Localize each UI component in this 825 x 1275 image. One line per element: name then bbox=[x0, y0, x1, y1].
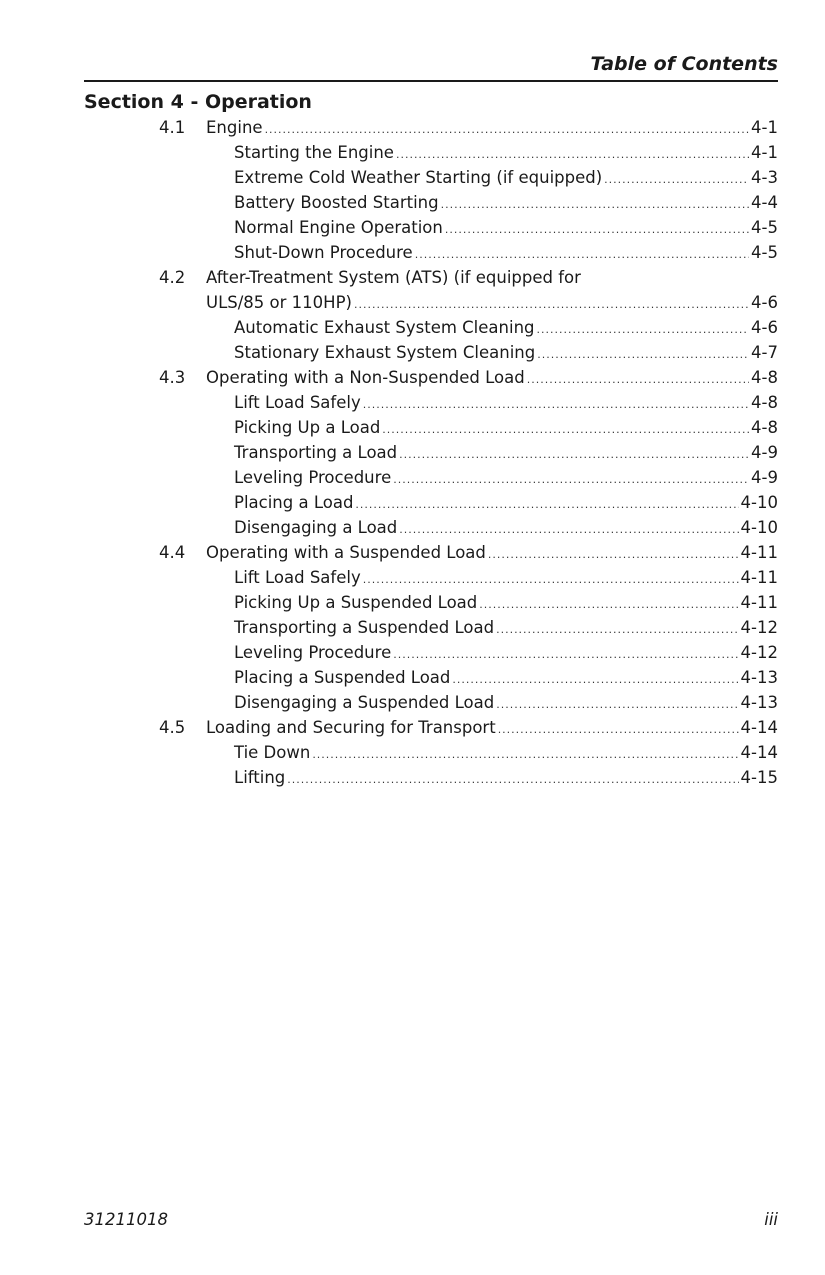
toc-dot-leader bbox=[399, 442, 749, 467]
toc-entry[interactable] bbox=[0, 715, 825, 740]
toc-entry[interactable] bbox=[0, 740, 825, 765]
toc-entry-line bbox=[234, 315, 778, 342]
toc-entry-title: Automatic Exhaust System Cleaning bbox=[234, 318, 535, 337]
toc-entry-number: 4.4 bbox=[159, 543, 186, 562]
toc-entry[interactable] bbox=[0, 290, 825, 315]
toc-entry-title: Normal Engine Operation bbox=[234, 218, 443, 237]
toc-entry-line bbox=[234, 215, 778, 242]
toc-dot-leader bbox=[312, 742, 738, 767]
page-number: iii bbox=[764, 1210, 778, 1229]
toc-entry-title: Operating with a Non-Suspended Load bbox=[206, 368, 525, 387]
toc-entry-title: Disengaging a Load bbox=[234, 518, 398, 537]
toc-entry-title: Placing a Suspended Load bbox=[234, 668, 451, 687]
toc-entry-line bbox=[234, 640, 778, 667]
toc-dot-leader bbox=[363, 567, 739, 592]
toc-entry-line bbox=[234, 140, 778, 167]
toc-entry-line bbox=[206, 265, 581, 290]
toc-entry-line bbox=[206, 540, 778, 567]
toc-entry-line bbox=[234, 190, 778, 217]
toc-entry-page: 4-6 bbox=[751, 318, 778, 337]
toc-entry-title: Leveling Procedure bbox=[234, 468, 392, 487]
toc-entry-title: ULS/85 or 110HP) bbox=[206, 293, 352, 312]
toc-entry-title: Starting the Engine bbox=[234, 143, 394, 162]
toc-dot-leader bbox=[382, 417, 749, 442]
toc-entry[interactable] bbox=[0, 215, 825, 240]
document-number: 31211018 bbox=[84, 1210, 168, 1229]
toc-entry-page: 4-12 bbox=[740, 643, 778, 662]
toc-dot-leader bbox=[445, 217, 749, 242]
toc-dot-leader bbox=[527, 367, 749, 392]
toc-entry-line bbox=[234, 615, 778, 642]
toc-entry[interactable] bbox=[0, 665, 825, 690]
toc-entry-number: 4.1 bbox=[159, 118, 186, 137]
toc-entry-title: Picking Up a Load bbox=[234, 418, 381, 437]
toc-entry-page: 4-13 bbox=[740, 668, 778, 687]
toc-entry[interactable] bbox=[0, 690, 825, 715]
toc-entry-title: Lift Load Safely bbox=[234, 568, 361, 587]
toc-entry[interactable] bbox=[0, 165, 825, 190]
toc-dot-leader bbox=[399, 517, 738, 542]
header-title: Table of Contents bbox=[590, 53, 778, 75]
toc-entry-line bbox=[206, 290, 778, 317]
toc-entry-line bbox=[234, 590, 778, 617]
toc-entry-page: 4-7 bbox=[751, 343, 778, 362]
toc-entry-line bbox=[206, 115, 778, 142]
toc-entry[interactable] bbox=[0, 365, 825, 390]
toc-dot-leader bbox=[488, 542, 739, 567]
toc-entry-title: Picking Up a Suspended Load bbox=[234, 593, 478, 612]
toc-entry-title: Engine bbox=[206, 118, 263, 137]
toc-entry-page: 4-14 bbox=[740, 718, 778, 737]
toc-entry-page: 4-15 bbox=[740, 768, 778, 787]
toc-dot-leader bbox=[265, 117, 749, 142]
toc-dot-leader bbox=[354, 292, 749, 317]
toc-dot-leader bbox=[441, 192, 749, 217]
toc-dot-leader bbox=[479, 592, 738, 617]
toc-entry[interactable] bbox=[0, 515, 825, 540]
toc-entry[interactable] bbox=[0, 440, 825, 465]
toc-dot-leader bbox=[415, 242, 749, 267]
toc-entry-page: 4-5 bbox=[751, 243, 778, 262]
toc-entry-title: Stationary Exhaust System Cleaning bbox=[234, 343, 536, 362]
toc-entry[interactable] bbox=[0, 540, 825, 565]
toc-dot-leader bbox=[537, 342, 749, 367]
toc-dot-leader bbox=[496, 692, 738, 717]
toc-dot-leader bbox=[396, 142, 749, 167]
toc-entry-page: 4-1 bbox=[751, 118, 778, 137]
toc-entry-line bbox=[234, 515, 778, 542]
toc-entry-number: 4.5 bbox=[159, 718, 186, 737]
toc-entry[interactable] bbox=[0, 590, 825, 615]
toc-entry-line bbox=[234, 340, 778, 367]
toc-entry[interactable] bbox=[0, 565, 825, 590]
toc-dot-leader bbox=[355, 492, 738, 517]
toc-entry-title: Lifting bbox=[234, 768, 286, 787]
toc-entry[interactable] bbox=[0, 615, 825, 640]
toc-entry-title: Operating with a Suspended Load bbox=[206, 543, 486, 562]
toc-entry-page: 4-11 bbox=[740, 593, 778, 612]
toc-entry-page: 4-13 bbox=[740, 693, 778, 712]
toc-entry[interactable] bbox=[0, 115, 825, 140]
toc-entry-title: Loading and Securing for Transport bbox=[206, 718, 496, 737]
toc-entry-page: 4-10 bbox=[740, 493, 778, 512]
toc-entry-title: Lift Load Safely bbox=[234, 393, 361, 412]
toc-entry-page: 4-11 bbox=[740, 543, 778, 562]
section-heading: Section 4 - Operation bbox=[84, 91, 312, 113]
toc-entry-page: 4-1 bbox=[751, 143, 778, 162]
toc-entry-line bbox=[234, 665, 778, 692]
toc-entry[interactable] bbox=[0, 340, 825, 365]
toc-entry-title: Shut-Down Procedure bbox=[234, 243, 413, 262]
toc-entry[interactable] bbox=[0, 390, 825, 415]
toc-dot-leader bbox=[363, 392, 749, 417]
toc-entry-page: 4-8 bbox=[751, 393, 778, 412]
toc-entry-line bbox=[234, 440, 778, 467]
toc-entry-title: Transporting a Load bbox=[234, 443, 398, 462]
toc-dot-leader bbox=[393, 467, 749, 492]
toc-entry[interactable] bbox=[0, 315, 825, 340]
toc-entry-number: 4.3 bbox=[159, 368, 186, 387]
toc-entry-page: 4-3 bbox=[751, 168, 778, 187]
toc-entry-title: Tie Down bbox=[234, 743, 311, 762]
toc-entry-line bbox=[234, 415, 778, 442]
toc-entry-line bbox=[234, 690, 778, 717]
toc-dot-leader bbox=[498, 717, 739, 742]
toc-dot-leader bbox=[604, 167, 749, 192]
toc-entry-page: 4-11 bbox=[740, 568, 778, 587]
toc-dot-leader bbox=[393, 642, 738, 667]
toc-entry-title: Extreme Cold Weather Starting (if equipped) bbox=[234, 168, 603, 187]
toc-entry-title: After-Treatment System (ATS) (if equipped for bbox=[206, 268, 581, 287]
toc-entry-line bbox=[234, 390, 778, 417]
toc-entry-page: 4-4 bbox=[751, 193, 778, 212]
toc-entry-line bbox=[234, 465, 778, 492]
toc-entry[interactable] bbox=[0, 265, 825, 290]
toc-entry[interactable] bbox=[0, 240, 825, 265]
toc-entry-line bbox=[234, 740, 778, 767]
toc-entry-title: Transporting a Suspended Load bbox=[234, 618, 495, 637]
toc-entry[interactable] bbox=[0, 140, 825, 165]
toc-entry-page: 4-8 bbox=[751, 368, 778, 387]
toc-entry-line bbox=[206, 715, 778, 742]
toc-entry[interactable] bbox=[0, 465, 825, 490]
toc-list bbox=[0, 115, 825, 790]
toc-dot-leader bbox=[452, 667, 738, 692]
toc-entry-page: 4-6 bbox=[751, 293, 778, 312]
toc-entry-line bbox=[234, 490, 778, 517]
toc-entry[interactable] bbox=[0, 415, 825, 440]
toc-entry-line bbox=[234, 565, 778, 592]
toc-entry[interactable] bbox=[0, 765, 825, 790]
toc-entry-line bbox=[206, 365, 778, 392]
toc-entry-line bbox=[234, 165, 778, 192]
toc-entry[interactable] bbox=[0, 640, 825, 665]
toc-entry[interactable] bbox=[0, 190, 825, 215]
toc-entry-line bbox=[234, 765, 778, 792]
toc-entry-number: 4.2 bbox=[159, 268, 186, 287]
toc-entry-title: Disengaging a Suspended Load bbox=[234, 693, 495, 712]
toc-entry-page: 4-10 bbox=[740, 518, 778, 537]
toc-dot-leader bbox=[537, 317, 750, 342]
toc-entry-title: Leveling Procedure bbox=[234, 643, 392, 662]
toc-entry-page: 4-9 bbox=[751, 443, 778, 462]
page-header bbox=[84, 50, 778, 82]
toc-entry-page: 4-8 bbox=[751, 418, 778, 437]
toc-entry-page: 4-14 bbox=[740, 743, 778, 762]
toc-entry-title: Placing a Load bbox=[234, 493, 354, 512]
toc-entry[interactable] bbox=[0, 490, 825, 515]
toc-entry-page: 4-5 bbox=[751, 218, 778, 237]
toc-dot-leader bbox=[287, 767, 738, 792]
toc-entry-title: Battery Boosted Starting bbox=[234, 193, 439, 212]
toc-dot-leader bbox=[496, 617, 738, 642]
toc-entry-page: 4-9 bbox=[751, 468, 778, 487]
toc-entry-page: 4-12 bbox=[740, 618, 778, 637]
toc-entry-line bbox=[234, 240, 778, 267]
